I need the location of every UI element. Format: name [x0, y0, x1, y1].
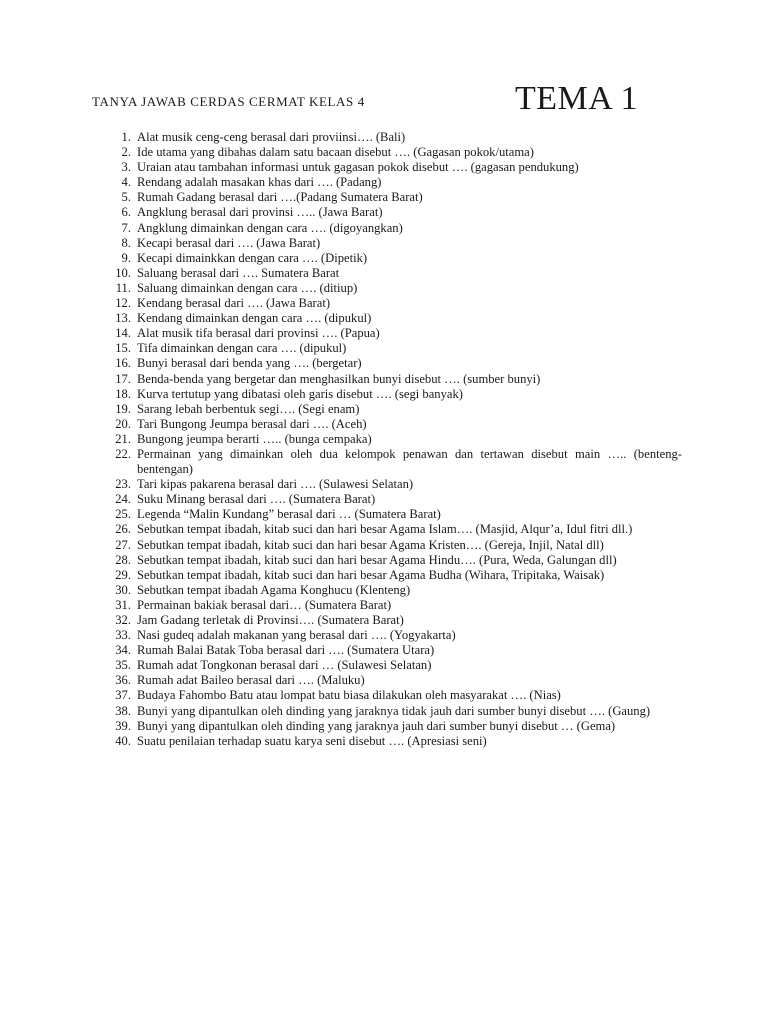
question-text: Alat musik tifa berasal dari provinsi …. (Papua)	[137, 326, 380, 341]
question-item	[92, 432, 682, 447]
question-item	[92, 583, 682, 598]
question-number: 28.	[115, 552, 131, 567]
question-number: 24.	[115, 492, 131, 507]
question-text: Saluang dimainkan dengan cara …. (ditiup)	[137, 280, 358, 295]
question-item	[92, 643, 682, 658]
document-subtitle: TANYA JAWAB CERDAS CERMAT KELAS 4	[92, 94, 365, 109]
question-number: 14.	[115, 326, 131, 341]
question-list	[92, 130, 682, 749]
question-item	[92, 387, 682, 402]
question-number: 32.	[115, 613, 131, 627]
question-text: Suku Minang berasal dari …. (Sumatera Barat)	[137, 492, 376, 507]
question-number: 34.	[115, 643, 131, 658]
question-item	[92, 492, 682, 507]
question-number: 31.	[115, 597, 131, 612]
question-item	[92, 356, 682, 371]
question-text: Benda-benda yang bergetar dan menghasilkan bunyi disebut …. (sumber bunyi)	[137, 371, 541, 386]
question-number: 17.	[115, 371, 131, 386]
question-item	[92, 553, 682, 568]
question-item	[92, 673, 682, 688]
question-text: Rumah adat Baileo berasal dari …. (Maluku)	[137, 673, 365, 688]
question-number: 2.	[121, 145, 131, 160]
question-item	[92, 281, 682, 296]
question-item	[92, 402, 682, 417]
question-text: Rendang adalah masakan khas dari …. (Padang)	[137, 175, 382, 190]
question-text: Ide utama yang dibahas dalam satu bacaan disebut …. (Gagasan pokok/utama)	[137, 145, 534, 160]
question-text: Permainan bakiak berasal dari… (Sumatera Barat)	[137, 597, 392, 612]
question-item	[92, 658, 682, 673]
question-text: Tifa dimainkan dengan cara …. (dipukul)	[137, 341, 347, 356]
question-item	[92, 568, 682, 583]
question-item	[92, 311, 682, 326]
question-number: 8.	[121, 235, 131, 250]
question-number: 39.	[115, 718, 131, 733]
question-number: 36.	[115, 673, 131, 688]
question-number: 3.	[121, 160, 131, 175]
question-text: Tari kipas pakarena berasal dari …. (Sulawesi Selatan)	[137, 477, 414, 492]
question-item	[92, 417, 682, 432]
question-item	[92, 341, 682, 356]
question-number: 33.	[115, 628, 131, 643]
question-item	[92, 190, 682, 205]
question-number: 18.	[115, 386, 131, 401]
question-item	[92, 130, 682, 145]
question-item	[92, 326, 682, 341]
question-text: Rumah adat Tongkonan berasal dari … (Sulawesi Selatan)	[137, 658, 432, 673]
question-text: Rumah Gadang berasal dari ….(Padang Sumatera Barat)	[137, 190, 423, 205]
question-number: 10.	[115, 265, 131, 280]
question-text: Saluang berasal dari …. Sumatera Barat	[137, 265, 340, 280]
question-item	[92, 145, 682, 160]
question-item	[92, 266, 682, 281]
question-item	[92, 628, 682, 643]
question-item	[92, 251, 682, 266]
question-item	[92, 205, 682, 220]
question-number: 11.	[115, 280, 131, 295]
question-text: Sebutkan tempat ibadah, kitab suci dan hari besar Agama Islam…. (Masjid, Alqur’a, Idul fitri dll.)	[137, 522, 633, 537]
question-number: 25.	[115, 507, 131, 522]
question-number: 4.	[121, 175, 131, 190]
question-number: 6.	[121, 205, 131, 220]
question-number: 9.	[121, 250, 131, 265]
question-item	[92, 477, 682, 492]
question-text: Legenda “Malin Kundang” berasal dari … (Sumatera Barat)	[137, 507, 441, 522]
question-item	[92, 734, 682, 749]
question-text: Kecapi berasal dari …. (Jawa Barat)	[137, 235, 321, 250]
question-item	[92, 447, 682, 477]
question-item	[92, 613, 682, 628]
question-number: 7.	[121, 220, 131, 235]
question-number: 15.	[115, 341, 131, 356]
question-text: Sarang lebah berbentuk segi…. (Segi enam)	[137, 401, 360, 416]
question-number: 12.	[115, 296, 131, 311]
question-item	[92, 507, 682, 522]
question-item	[92, 538, 682, 553]
question-item	[92, 175, 682, 190]
question-number: 22.	[115, 446, 131, 461]
question-text: Jam Gadang terletak di Provinsi…. (Sumatera Barat)	[137, 613, 404, 627]
question-text: Suatu penilaian terhadap suatu karya seni disebut …. (Apresiasi seni)	[137, 733, 487, 748]
question-text: Kendang dimainkan dengan cara …. (dipukul)	[137, 311, 372, 326]
question-item	[92, 522, 682, 537]
question-text: Alat musik ceng-ceng berasal dari proviinsi…. (Bali)	[137, 130, 406, 144]
question-text: Bunyi yang dipantulkan oleh dinding yang jaraknya tidak jauh dari sumber bunyi disebut …. (Gaung)	[137, 703, 651, 718]
question-number: 30.	[115, 582, 131, 597]
question-text: Bunyi yang dipantulkan oleh dinding yang jaraknya jauh dari sumber bunyi disebut … (Gema)	[137, 718, 616, 733]
question-item	[92, 704, 682, 719]
question-text: Angklung dimainkan dengan cara …. (digoyangkan)	[137, 220, 403, 235]
question-text: Budaya Fahombo Batu atau lompat batu biasa dilakukan oleh masyarakat …. (Nias)	[137, 688, 561, 703]
question-text: Sebutkan tempat ibadah, kitab suci dan hari besar Agama Hindu…. (Pura, Weda, Galungan dll)	[137, 552, 617, 567]
question-text: Sebutkan tempat ibadah, kitab suci dan hari besar Agama Budha (Wihara, Tripitaka, Waisak)	[137, 567, 605, 582]
question-number: 35.	[115, 658, 131, 673]
question-text: Uraian atau tambahan informasi untuk gagasan pokok disebut …. (gagasan pendukung)	[137, 160, 579, 175]
question-item	[92, 236, 682, 251]
question-number: 1.	[121, 130, 131, 144]
question-text: Tari Bungong Jeumpa berasal dari …. (Aceh)	[137, 416, 367, 431]
question-text: Kecapi dimainkkan dengan cara …. (Dipetik)	[137, 250, 368, 265]
question-text: Kendang berasal dari …. (Jawa Barat)	[137, 296, 331, 311]
question-text: Nasi gudeq adalah makanan yang berasal dari …. (Yogyakarta)	[137, 628, 456, 643]
question-text: Sebutkan tempat ibadah Agama Konghucu (Klenteng)	[137, 582, 411, 597]
question-number: 21.	[115, 431, 131, 446]
question-number: 13.	[115, 311, 131, 326]
question-number: 37.	[115, 688, 131, 703]
question-number: 26.	[115, 522, 131, 537]
question-text: Rumah Balai Batak Toba berasal dari …. (Sumatera Utara)	[137, 643, 435, 658]
question-number: 23.	[115, 477, 131, 492]
question-text: Angklung berasal dari provinsi ….. (Jawa Barat)	[137, 205, 383, 220]
question-item	[92, 372, 682, 387]
question-number: 29.	[115, 567, 131, 582]
question-text: Bungong jeumpa berarti ….. (bunga cempaka)	[137, 431, 372, 446]
question-text: Bunyi berasal dari benda yang …. (bergetar)	[137, 356, 362, 371]
question-number: 5.	[121, 190, 131, 205]
question-number: 19.	[115, 401, 131, 416]
question-text: Sebutkan tempat ibadah, kitab suci dan hari besar Agama Kristen…. (Gereja, Injil, Natal dll)	[137, 537, 604, 552]
question-number: 38.	[115, 703, 131, 718]
question-item	[92, 221, 682, 236]
question-number: 16.	[115, 356, 131, 371]
question-item	[92, 719, 682, 734]
question-text: Permainan yang dimainkan oleh dua kelompok penawan dan tertawan disebut main ….. (benteng-bentengan)	[137, 446, 682, 477]
question-item	[92, 688, 682, 703]
question-text: Kurva tertutup yang dibatasi oleh garis disebut …. (segi banyak)	[137, 386, 463, 401]
question-number: 20.	[115, 416, 131, 431]
question-item	[92, 160, 682, 175]
question-item	[92, 598, 682, 613]
document-title: TEMA 1	[515, 80, 638, 117]
question-number: 40.	[115, 733, 131, 748]
question-item	[92, 296, 682, 311]
question-number: 27.	[115, 537, 131, 552]
